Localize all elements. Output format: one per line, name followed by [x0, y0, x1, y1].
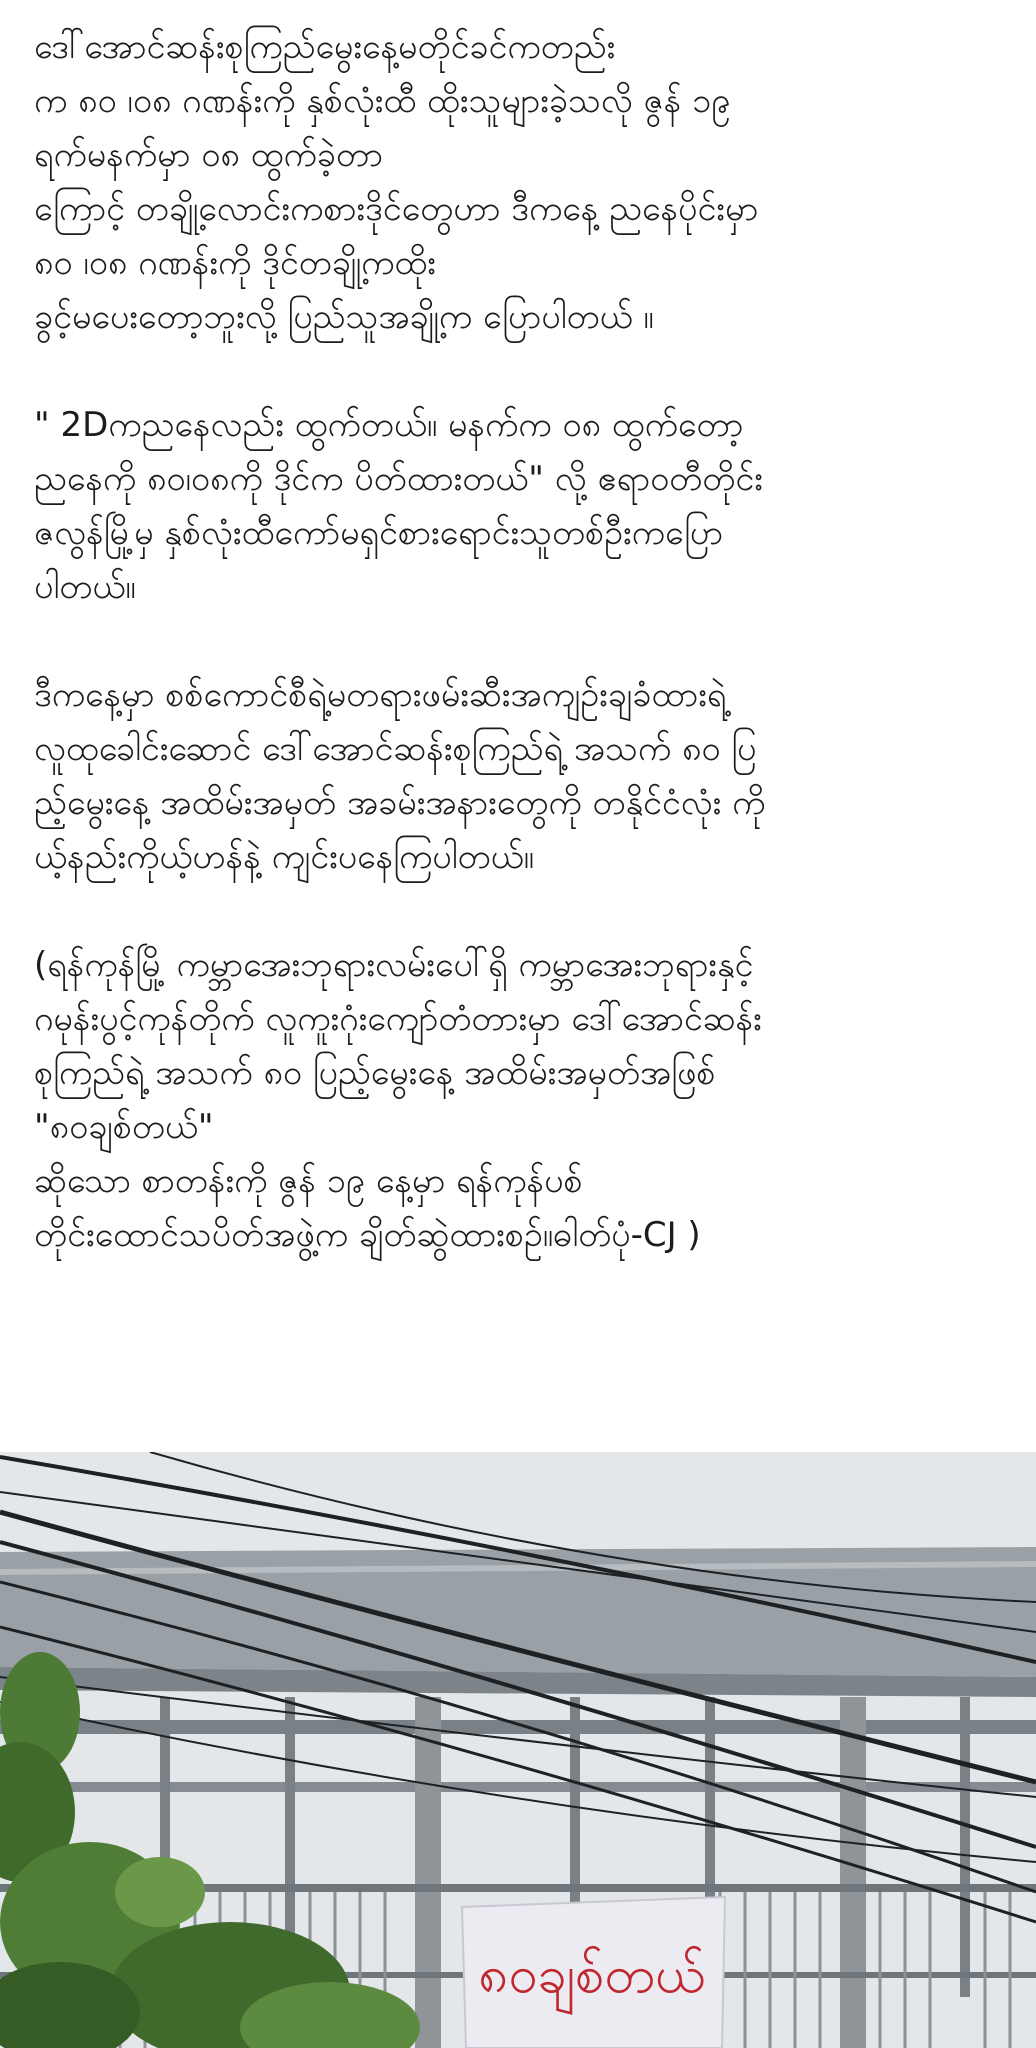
text-line: " 2Dကညနေလည်း ထွက်တယ်။ မနက်က ၀၈ ထွက်တော့ [34, 405, 744, 445]
text-line: ဇလွန်မြို့မှ နှစ်လုံးထီကော်မရှင်စားရောင်းသူတစ်ဦးကပြော [34, 513, 724, 553]
text-line: တိုင်းထောင်သပိတ်အဖွဲ့က ချိတ်ဆွဲထားစဉ်။ဓါတ်ပုံ-CJ ) [34, 1215, 701, 1255]
text-line: ဂမုန်းပွင့်ကုန်တိုက် လူကူးဂုံးကျော်တံတားမှာ ဒေါ်အောင်ဆန်း [34, 999, 762, 1039]
photo-caption [34, 938, 1004, 1262]
article-body [34, 20, 1004, 1262]
article-paragraph-2 [34, 398, 1004, 614]
banner [462, 1897, 725, 2048]
mid-beam [0, 1782, 1036, 1792]
text-line: စုကြည်ရဲ့ အသက် ၈၀ ပြည့်မွေးနေ့ အထိမ်းအမှတ်အဖြစ် [34, 1053, 716, 1093]
text-line: ဒီကနေ့မှာ စစ်ကောင်စီရဲ့မတရားဖမ်းဆီးအကျဉ်းချခံထားရဲ့ [34, 675, 727, 715]
article-paragraph-1 [34, 20, 1004, 344]
text-line: ဆိုသော စာတန်းကို ဇွန် ၁၉ နေ့မှာ ရန်ကုန်ပစ် [34, 1161, 583, 1201]
text-line: ယ့်နည်းကိုယ့်ဟန်နဲ့ ကျင်းပနေကြပါတယ်။ [34, 837, 534, 877]
banner-text: ၈၀ချစ်တယ် [478, 1945, 706, 2005]
article-photo[interactable] [0, 1452, 1036, 2048]
text-line: ရက်မနက်မှာ ၀၈ ထွက်ခဲ့တာ [34, 135, 383, 175]
text-line: ဒေါ်အောင်ဆန်းစုကြည်မွေးနေ့မတိုင်ခင်ကတည်း [34, 27, 616, 67]
main-column [840, 1697, 866, 2048]
text-line: ညနေကို ၈၀၊၀၈ကို ဒိုင်က ပိတ်ထားတယ်" လို့ ဧရာဝတီတိုင်း [34, 459, 763, 499]
text-line: ခွင့်မပေးတော့ဘူးလို့ ပြည်သူအချို့က ပြောပါတယ် ။ [34, 297, 654, 337]
bridge-banner-photo [0, 1452, 1036, 2048]
text-line: ပါတယ်။ [34, 567, 136, 607]
article-paragraph-3 [34, 668, 1004, 884]
text-line: က ၈၀ ၊၀၈ ဂဏန်းကို နှစ်လုံးထီ ထိုးသူများခဲ့သလို ဇွန် ၁၉ [34, 81, 731, 121]
main-column [415, 1697, 441, 2048]
text-line: (ရန်ကုန်မြို့ ကမ္ဘာအေးဘုရားလမ်းပေါ်ရှိ ကမ္ဘာအေးဘုရားနှင့် [34, 945, 754, 985]
post [960, 1697, 970, 1997]
text-line: ကြောင့် တချို့လောင်းကစားဒိုင်တွေဟာ ဒီကနေ့ ညနေပိုင်းမှာ [34, 189, 759, 229]
text-line: ၈၀ ၊၀၈ ဂဏန်းကို ဒိုင်တချို့ကထိုး [34, 243, 436, 283]
text-line: လူထုခေါင်းဆောင် ဒေါ်အောင်ဆန်းစုကြည်ရဲ့ အသက် ၈၀ ပြ [34, 729, 757, 769]
upper-beam [0, 1720, 1036, 1734]
text-line: ည့်မွေးနေ့ အထိမ်းအမှတ် အခမ်းအနားတွေကို တနိုင်ငံလုံး ကို [34, 783, 766, 823]
text-line: "၈၀ချစ်တယ်" [34, 1107, 214, 1147]
